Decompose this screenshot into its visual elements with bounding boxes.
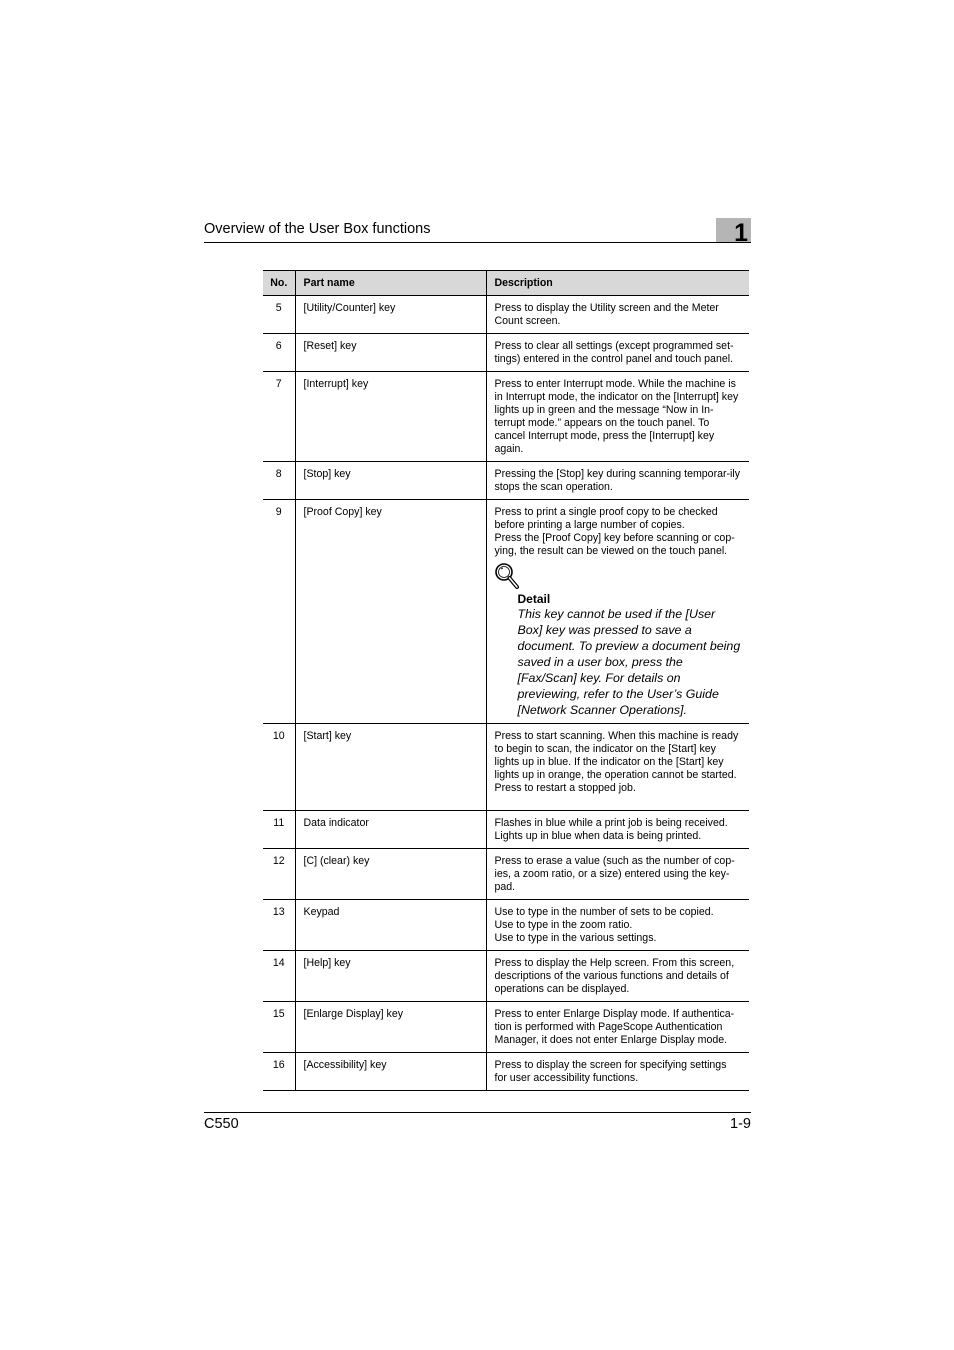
cell-part-name: Data indicator xyxy=(295,811,486,849)
description-line: Press to display the Help screen. From this screen, descriptions of the various functions and details of operations can be displayed. xyxy=(494,957,735,995)
description-line: Press to clear all settings (except programmed set-tings) entered in the control panel and touch panel. xyxy=(494,340,734,365)
table-row xyxy=(263,372,749,462)
cell-no: 5 xyxy=(263,296,295,334)
header-divider xyxy=(204,242,751,243)
description-line: Press to enter Enlarge Display mode. If authentica-tion is performed with PageScope Authentication Manager, it does not enter Enlarge Display mode. xyxy=(494,1008,735,1046)
cell-no: 9 xyxy=(263,500,295,724)
table-row xyxy=(263,724,749,811)
description-line: Press to restart a stopped job. xyxy=(494,782,636,794)
chapter-badge xyxy=(716,218,751,247)
table-row xyxy=(263,296,749,334)
description-line: Use to type in the number of sets to be copied. xyxy=(494,906,714,918)
cell-no: 13 xyxy=(263,900,295,951)
description-line: Flashes in blue while a print job is being received. xyxy=(494,817,728,829)
cell-description xyxy=(486,811,749,849)
table-row xyxy=(263,334,749,372)
cell-part-name: [Help] key xyxy=(295,951,486,1002)
cell-description xyxy=(486,462,749,500)
column-header-description: Description xyxy=(486,271,749,296)
cell-part-name: [Accessibility] key xyxy=(295,1053,486,1091)
description-line: Press the [Proof Copy] key before scanning or cop-ying, the result can be viewed on the touch panel. xyxy=(494,532,735,557)
description-line: Press to display the Utility screen and the Meter Count screen. xyxy=(494,302,719,327)
table-row xyxy=(263,500,749,724)
description-line: Pressing the [Stop] key during scanning temporar-ily stops the scan operation. xyxy=(494,468,741,493)
chapter-number: 1 xyxy=(734,219,748,247)
cell-no: 7 xyxy=(263,372,295,462)
cell-part-name: [C] (clear) key xyxy=(295,849,486,900)
cell-part-name: [Stop] key xyxy=(295,462,486,500)
cell-description xyxy=(486,372,749,462)
cell-description xyxy=(486,1053,749,1091)
table-row xyxy=(263,849,749,900)
cell-part-name: Keypad xyxy=(295,900,486,951)
cell-no: 16 xyxy=(263,1053,295,1091)
cell-no: 10 xyxy=(263,724,295,811)
description-line: Press to start scanning. When this machine is ready to begin to scan, the indicator on the [Start] key lights up in blue. If the indicator on the [Start] key lights up in orange, the operation cannot be started. xyxy=(494,730,739,781)
cell-no: 8 xyxy=(263,462,295,500)
cell-description xyxy=(486,334,749,372)
cell-part-name: [Interrupt] key xyxy=(295,372,486,462)
footer-model: C550 xyxy=(204,1116,239,1132)
table-row xyxy=(263,951,749,1002)
cell-description xyxy=(486,1002,749,1053)
table-header-row xyxy=(263,271,749,296)
description-line: Press to erase a value (such as the number of cop-ies, a zoom ratio, or a size) entered using the key-pad. xyxy=(494,855,735,893)
cell-description xyxy=(486,296,749,334)
cell-part-name: [Enlarge Display] key xyxy=(295,1002,486,1053)
cell-description xyxy=(486,849,749,900)
table-row xyxy=(263,1053,749,1091)
detail-note xyxy=(495,562,742,718)
cell-part-name: [Start] key xyxy=(295,724,486,811)
cell-no: 14 xyxy=(263,951,295,1002)
cell-no: 12 xyxy=(263,849,295,900)
table-row xyxy=(263,811,749,849)
parts-table xyxy=(263,270,749,1091)
cell-description xyxy=(486,500,749,724)
cell-description xyxy=(486,724,749,811)
table-row xyxy=(263,462,749,500)
description-line: Press to print a single proof copy to be checked before printing a large number of copies. xyxy=(494,506,718,531)
description-line: Use to type in the various settings. xyxy=(494,932,657,944)
page-header-title: Overview of the User Box functions xyxy=(204,221,431,237)
description-line: Use to type in the zoom ratio. xyxy=(494,919,633,931)
footer-divider xyxy=(204,1112,751,1113)
cell-description xyxy=(486,951,749,1002)
cell-no: 15 xyxy=(263,1002,295,1053)
cell-no: 11 xyxy=(263,811,295,849)
description-line: Press to enter Interrupt mode. While the machine is in Interrupt mode, the indicator on the [Interrupt] key lights up in green and the message “Now in In-terrupt mode.” appears on the touch panel. To cancel Interrupt mode, press the [Interrupt] key again. xyxy=(494,378,739,455)
cell-part-name: [Proof Copy] key xyxy=(295,500,486,724)
table-body xyxy=(263,296,749,1091)
column-header-part-name: Part name xyxy=(295,271,486,296)
detail-text: This key cannot be used if the [User Box] key was pressed to save a document. To preview a document being saved in a user box, press the [Fax/Scan] key. For details on previewing, refer to the User’s Guide [Network Scanner Operations]. xyxy=(517,607,741,717)
cell-part-name: [Utility/Counter] key xyxy=(295,296,486,334)
cell-no: 6 xyxy=(263,334,295,372)
magnifier-icon xyxy=(494,562,520,590)
detail-label: Detail xyxy=(517,592,551,606)
table-row xyxy=(263,1002,749,1053)
table-row xyxy=(263,900,749,951)
footer-page-number: 1-9 xyxy=(730,1116,751,1132)
description-line: Press to display the screen for specifying settings for user accessibility functions. xyxy=(494,1059,727,1084)
description-line: Lights up in blue when data is being printed. xyxy=(494,830,702,842)
cell-part-name: [Reset] key xyxy=(295,334,486,372)
column-header-no: No. xyxy=(263,271,295,296)
cell-description xyxy=(486,900,749,951)
